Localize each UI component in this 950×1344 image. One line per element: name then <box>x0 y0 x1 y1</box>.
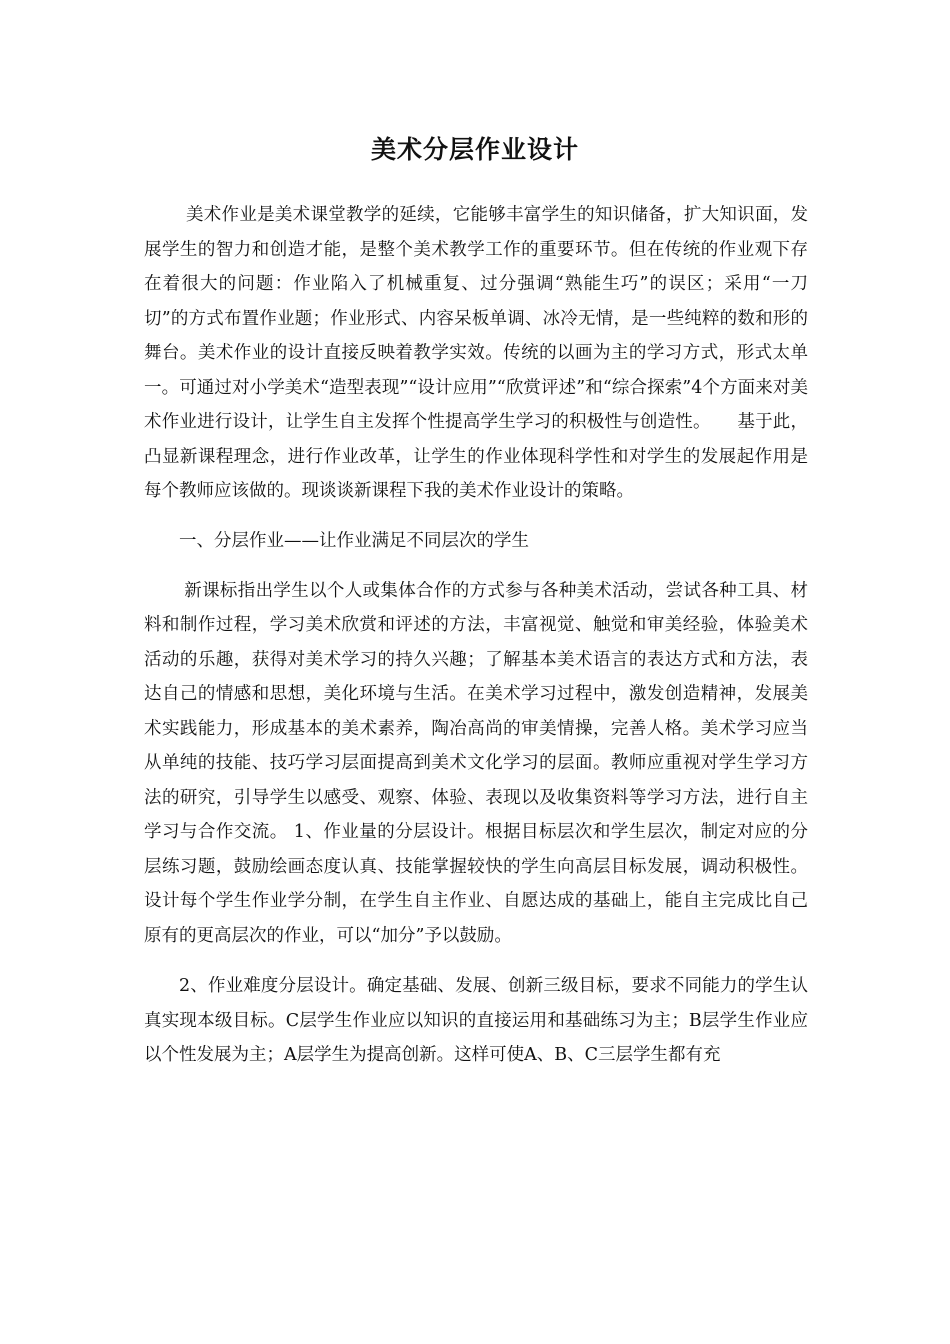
paragraph-intro: 美术作业是美术课堂教学的延续，它能够丰富学生的知识储备，扩大知识面，发展学生的智力和创造才能，是整个美术教学工作的重要环节。但在传统的作业观下存在着很大的问题：作业陷入了机械重复、过分强调“熟能生巧”的误区；采用“一刀切”的方式布置作业题；作业形式、内容呆板单调、冰冷无情，是一些纯粹的数和形的舞台。美术作业的设计直接反映着教学实效。传统的以画为主的学习方式，形式太单一。可通过对小学美术“造型表现”“设计应用”“欣赏评述”和“综合探索”4个方面来对美术作业进行设计，让学生自主发挥个性提高学生学习的积极性与创造性。 基于此，凸显新课程理念，进行作业改革，让学生的作业体现科学性和对学生的发展起作用是每个教师应该做的。现谈谈新课程下我的美术作业设计的策略。 <box>144 205 808 501</box>
paragraph-gap <box>144 953 808 969</box>
section-heading-1: 一、分层作业——让作业满足不同层次的学生 <box>179 530 529 551</box>
document-body <box>144 198 808 1073</box>
document-title: 美术分层作业设计 <box>370 135 579 164</box>
paragraph-section-1: 新课标指出学生以个人或集体合作的方式参与各种美术活动，尝试各种工具、材料和制作过程，学习美术欣赏和评述的方法，丰富视觉、触觉和审美经验，体验美术活动的乐趣，获得对美术学习的持久兴趣；了解基本美术语言的表达方式和方法，表达自己的情感和思想，美化环境与生活。在美术学习过程中，激发创造精神，发展美术实践能力，形成基本的美术素养，陶冶高尚的审美情操，完善人格。美术学习应当从单纯的技能、技巧学习层面提高到美术文化学习的层面。教师应重视对学生学习方法的研究，引导学生以感受、观察、体验、表现以及收集资料等学习方法，进行自主学习与合作交流。 1、作业量的分层设计。根据目标层次和学生层次，制定对应的分层练习题，鼓励绘画态度认真、技能掌握较快的学生向高层目标发展，调动积极性。设计每个学生作业学分制，在学生自主作业、自愿达成的基础上，能自主完成比自己原有的更高层次的作业，可以“加分”予以鼓励。 <box>144 580 808 946</box>
paragraph-difficulty-layering: 2、作业难度分层设计。确定基础、发展、创新三级目标，要求不同能力的学生认真实现本级目标。C层学生作业应以知识的直接运用和基础练习为主；B层学生作业应以个性发展为主；A层学生为提高创新。这样可使A、B、C三层学生都有充 <box>144 976 808 1065</box>
